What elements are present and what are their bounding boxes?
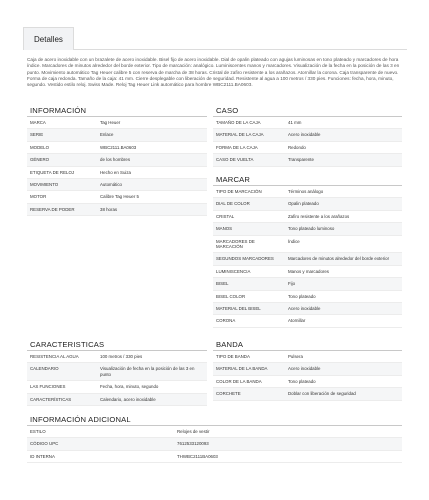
spec-label: ID INTERNA [30,453,55,459]
spec-value: 41 mm [288,120,302,125]
spec-value: Calendario, acero inoxidable [100,396,156,402]
section-marcar [213,174,402,328]
spec-label: CASO DE VUELTA [216,157,254,163]
spec-row [27,451,402,463]
spec-table [213,351,402,401]
spec-value: Hecho en Suiza [100,169,131,175]
spec-row [27,426,402,438]
spec-row [27,179,207,191]
spec-row [213,198,402,210]
spec-row [27,351,207,363]
spec-label: FORMA DE LA CAJA [216,144,258,150]
spec-value: Relojes de vestir [177,429,210,434]
spec-row [27,438,402,450]
spec-row [213,236,402,254]
spec-row [27,154,207,166]
section-title: INFORMACIÓN ADICIONAL [27,414,402,426]
spec-value: Automático [100,182,122,188]
section-title: CARACTERISTICAS [27,339,207,351]
spec-row [27,142,207,154]
spec-value: 38 horas [100,206,118,212]
spec-row [213,388,402,400]
spec-row [213,117,402,129]
spec-value: Marcadores de minutos alrededor del borde exterior [288,256,390,262]
spec-value: Manos y marcadores [288,268,329,274]
spec-row [27,117,207,129]
spec-value: Acero inoxidable [288,306,321,312]
spec-table [213,186,402,328]
spec-label: CORCHETE [216,391,241,397]
spec-label: SERIE [30,132,44,138]
spec-label: ESTILO [30,429,46,434]
spec-label: LUMINISCENCIA [216,268,251,274]
spec-label: BISEL COLOR [216,293,246,299]
spec-label: MATERIAL DE LA CAJA [216,132,264,138]
spec-value: Fijo [288,281,296,287]
spec-table [27,117,207,216]
spec-label: COLOR DE LA BANDA [216,378,262,384]
spec-row [213,223,402,235]
spec-row [213,211,402,223]
section-title: MARCAR [213,174,402,186]
spec-row [213,291,402,303]
spec-row [213,142,402,154]
spec-value: THWBC2111BA0603 [177,453,218,459]
spec-label: LAS FUNCIONES [30,384,66,390]
section-title: BANDA [213,339,402,351]
spec-label: TIPO DE BANDA [216,354,250,359]
spec-value: Redondo [288,144,306,150]
product-description: Caja de acero inoxidable con un brazalete de acero inoxidable. Bisel fijo de acero inoxidable. Dial de opalin plateado con agujas luminosas en tono plateado y marcadores de hora índice. Marcadores de minutos alrededor del borde exterior. Tipo de marcación: analógico. Luminiscentes manos y marcadores. Visualización de la fecha en la posición de las 3 en punto. Movimiento automático Tag Heuer calibre 5 con reserva de marcha de 38 horas. Cristal de zafiro resistente a los arañazos. Atornillar la corona. Caja transparente de nuevo. Forma de caja redonda. Tamaño de la caja: 41 mm. Cierre desplegable con liberación de seguridad. Resistente al agua a 100 metros / 330 pies. Funciones: fecha, hora, minuto, segundo. Vestido estilo reloj. Swiss Made. Reloj Tag Heuer Link automático para hombre WBC2111.BA0603. [27,57,400,88]
spec-label: CARACTERÍSTICAS [30,396,72,402]
spec-row [213,154,402,166]
section-caso [213,105,402,167]
spec-label: RESISTENCIA AL AGUA [30,354,79,359]
spec-row [213,303,402,315]
spec-row [213,129,402,141]
spec-label: MATERIAL DEL BISEL [216,306,261,312]
spec-value: Doblar con liberación de seguridad [288,391,356,397]
spec-label: BISEL [216,281,229,287]
spec-value: Atornillar [288,318,306,324]
spec-value: Visualización de fecha en la posición de las 3 en punto [100,366,195,377]
spec-label: MOVIMIENTO [30,182,59,188]
spec-label: CRISTAL [216,213,235,219]
spec-row [213,363,402,375]
spec-row [213,253,402,265]
section-caracteristicas [27,339,207,406]
spec-value: Opalin plateado [288,201,319,207]
spec-value: Tono plateado [288,378,316,384]
section-informacion [27,105,207,216]
spec-value: 100 metros / 330 pies [100,354,143,359]
spec-label: MARCADORES DE MARCACIÓN [216,238,255,250]
spec-label: RESERVA DE PODER [30,206,75,212]
spec-value: Tag Heuer [100,120,121,125]
spec-row [213,278,402,290]
spec-label: CÓDIGO UPC [30,441,59,447]
spec-label: MARCA [30,120,46,125]
spec-value: Términos análogo [288,189,324,194]
spec-table [27,351,207,406]
spec-value: WBC2111.BA0603 [100,144,137,150]
spec-value: Pulsera [288,354,303,359]
spec-row [213,315,402,327]
spec-value: de los hombres [100,157,131,163]
spec-row [213,376,402,388]
spec-value: 7612533120093 [177,441,209,447]
spec-value: Transparente [288,157,314,163]
spec-table [27,426,402,463]
spec-row [213,266,402,278]
spec-label: DIAL DE COLOR [216,201,250,207]
spec-label: MANOS [216,226,233,232]
spec-label: TAMAÑO DE LA CAJA [216,120,261,125]
spec-label: TIPO DE MARCACIÓN [216,189,262,194]
spec-value: Acero inoxidable [288,132,321,138]
spec-row [27,191,207,203]
tab-detalles[interactable]: Detalles [23,27,74,50]
spec-row [27,129,207,141]
spec-row [27,381,207,393]
spec-value: Calibre Tag Heuer 5 [100,194,139,200]
section-informacion-adicional [27,414,402,463]
spec-label: CORONA [216,318,236,324]
spec-value: Índice [288,238,300,244]
spec-label: MOTOR [30,194,47,200]
spec-row [213,351,402,363]
spec-row [27,394,207,406]
spec-row [27,363,207,381]
spec-label: GÉNERO [30,157,50,163]
section-title: CASO [213,105,402,117]
spec-value: Tono plateado luminoso [288,226,335,232]
spec-table [213,117,402,167]
spec-label: MODELO [30,144,50,150]
section-banda [213,339,402,401]
section-title: INFORMACIÓN [27,105,207,117]
spec-row [27,204,207,216]
tab-bar [23,27,407,50]
spec-row [213,186,402,198]
spec-value: Fecha, hora, minuto, segundo [100,384,159,390]
spec-label: SEGUNDOS MARCADORES [216,256,274,262]
spec-value: Tono plateado [288,293,316,299]
spec-label: MATERIAL DE LA BANDA [216,366,268,372]
spec-label: ETIQUETA DE RELOJ [30,169,75,175]
spec-row [27,167,207,179]
spec-value: Acero inoxidable [288,366,321,372]
spec-label: CALENDARIO [30,366,59,372]
spec-value: Zafiro resistente a los arañazos [288,213,350,219]
spec-value: Enlace [100,132,114,138]
